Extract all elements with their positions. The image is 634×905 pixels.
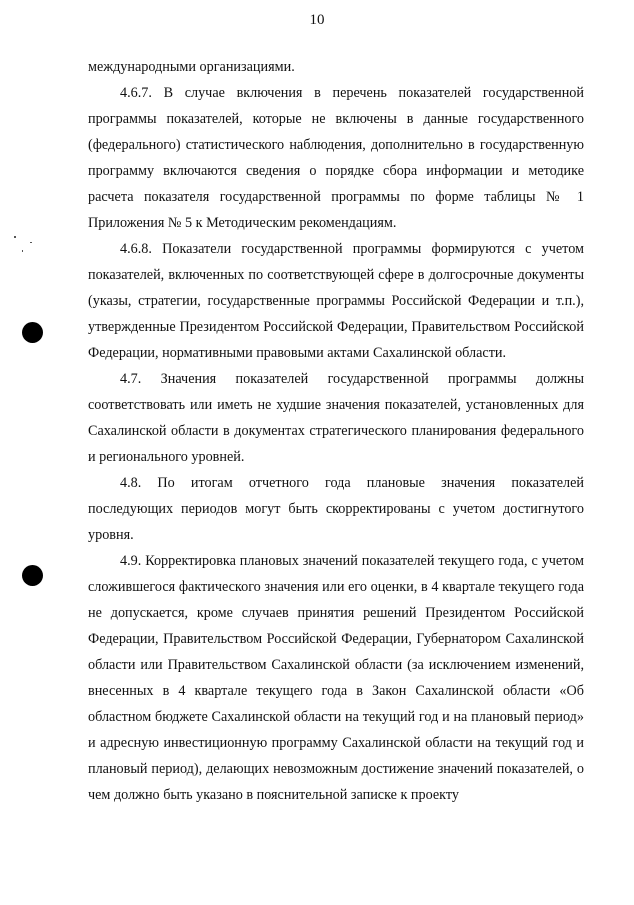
paragraph-4-6-7: 4.6.7. В случае включения в перечень показателей государственной программы показателей, которые не включены в данные государственного (федерального) статистического наблюдения, дополнительно в государственную программу включаются сведения о порядке сбора информации и методике расчета показателя государственной программы по форме таблицы № 1 Приложения № 5 к Методическим рекомендациям.: [88, 85, 584, 231]
paragraph-intro: международными организациями.: [88, 59, 295, 75]
punch-hole-mark: [22, 565, 43, 586]
paragraph-4-7: 4.7. Значения показателей государственной программы должны соответствовать или иметь не худшие значения показателей, установленных для Сахалинской области в документах стратегического планирования федерального и регионального уровней.: [88, 371, 584, 465]
scan-speck: [30, 242, 32, 243]
paragraph-4-9: 4.9. Корректировка плановых значений показателей текущего года, с учетом сложившегося фактического значения или его оценки, в 4 квартале текущего года не допускается, кроме случаев принятия решений Президентом Российской Федерации, Правительством Российской Федерации, Губернатором Сахалинской области или Правительством Сахалинской области (за исключением изменений, внесенных в 4 квартале текущего года в Закон Сахалинской области «Об областном бюджете Сахалинской области на текущий год и на плановый период» и адресную инвестиционную программу Сахалинской области на текущий год и плановый период), делающих невозможным достижение значений показателей, о чем должно быть указано в пояснительной записке к проекту: [88, 553, 584, 803]
scan-speck: [14, 236, 16, 238]
punch-hole-mark: [22, 322, 43, 343]
scan-speck: [22, 250, 23, 252]
page-number: 10: [309, 12, 325, 28]
document-body: [88, 54, 584, 808]
paragraph-4-8: 4.8. По итогам отчетного года плановые значения показателей последующих периодов могут быть скорректированы с учетом достигнутого уровня.: [88, 475, 584, 543]
paragraph-4-6-8: 4.6.8. Показатели государственной программы формируются с учетом показателей, включенных по соответствующей сфере в долгосрочные документы (указы, стратегии, государственные программы Российской Федерации и т.п.), утвержденные Президентом Российской Федерации, Правительством Российской Федерации, нормативными правовыми актами Сахалинской области.: [88, 241, 584, 361]
